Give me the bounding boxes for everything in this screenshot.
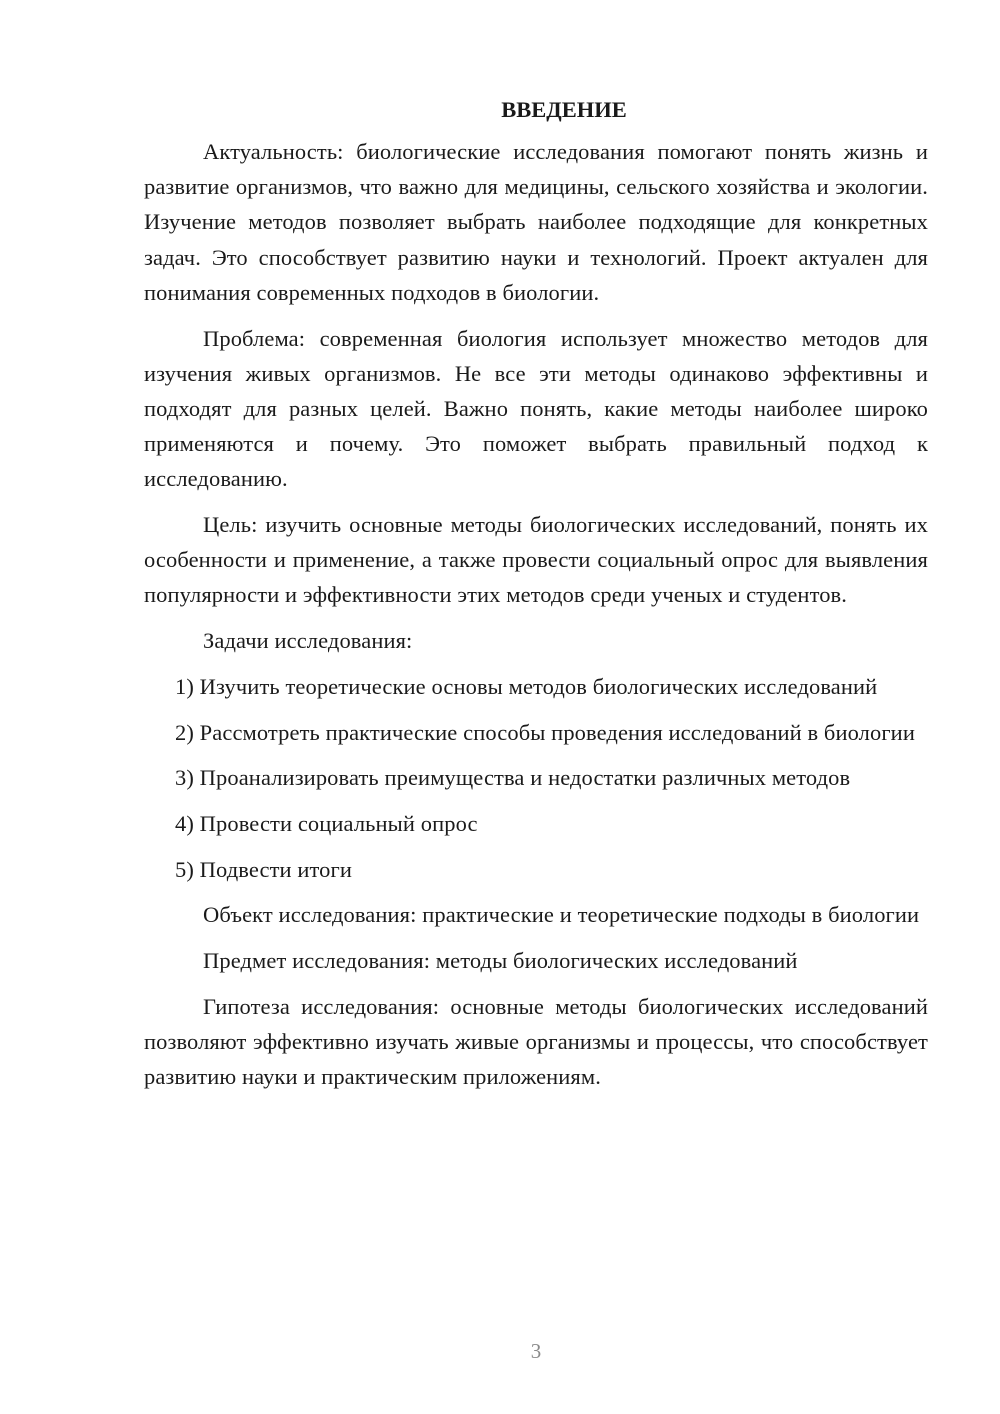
tasks-title: Задачи исследования: [203,628,413,654]
paragraph-subject: Предмет исследования: методы биологических исследований [203,948,798,974]
task-item: 3) Проанализировать преимущества и недостатки различных методов [175,765,851,791]
paragraph-goal: Цель: изучить основные методы биологических исследований, понять их особенности и применение, а также провести социальный опрос для выявления популярности и эффективности этих методов среди ученых и студентов. [144,512,928,608]
paragraph-problem: Проблема: современная биология использует множество методов для изучения живых организмов. Не все эти методы одинаково эффективны и подходят для разных целей. Важно понять, какие методы наиболее широко применяются и почему. Это поможет выбрать правильный подход к исследованию. [144,325,928,492]
paragraph-hypothesis: Гипотеза исследования: основные методы биологических исследований позволяют эффективно изучать живые организмы и процессы, что способствует развитию науки и практическим приложениям. [144,993,928,1090]
task-item: 1) Изучить теоретические основы методов биологических исследований [175,673,878,699]
page-number: 3 [530,1339,542,1363]
page-body [144,92,928,1105]
task-item: 2) Рассмотреть практические способы проведения исследований в биологии [175,719,915,745]
task-item: 4) Провести социальный опрос [175,810,478,836]
paragraph-actuality: Актуальность: биологические исследования помогают понять жизнь и развитие организмов, что важно для медицины, сельского хозяйства и экологии. Изучение методов позволяет выбрать наиболее подходящие для конкретных задач. Это способствует развитию науки и технологий. Проект актуален для понимания современных подходов в биологии. [144,139,928,305]
paragraph-object: Объект исследования: практические и теоретические подходы в биологии [203,902,920,928]
section-heading: ВВЕДЕНИЕ [501,97,627,122]
task-item: 5) Подвести итоги [175,856,352,882]
